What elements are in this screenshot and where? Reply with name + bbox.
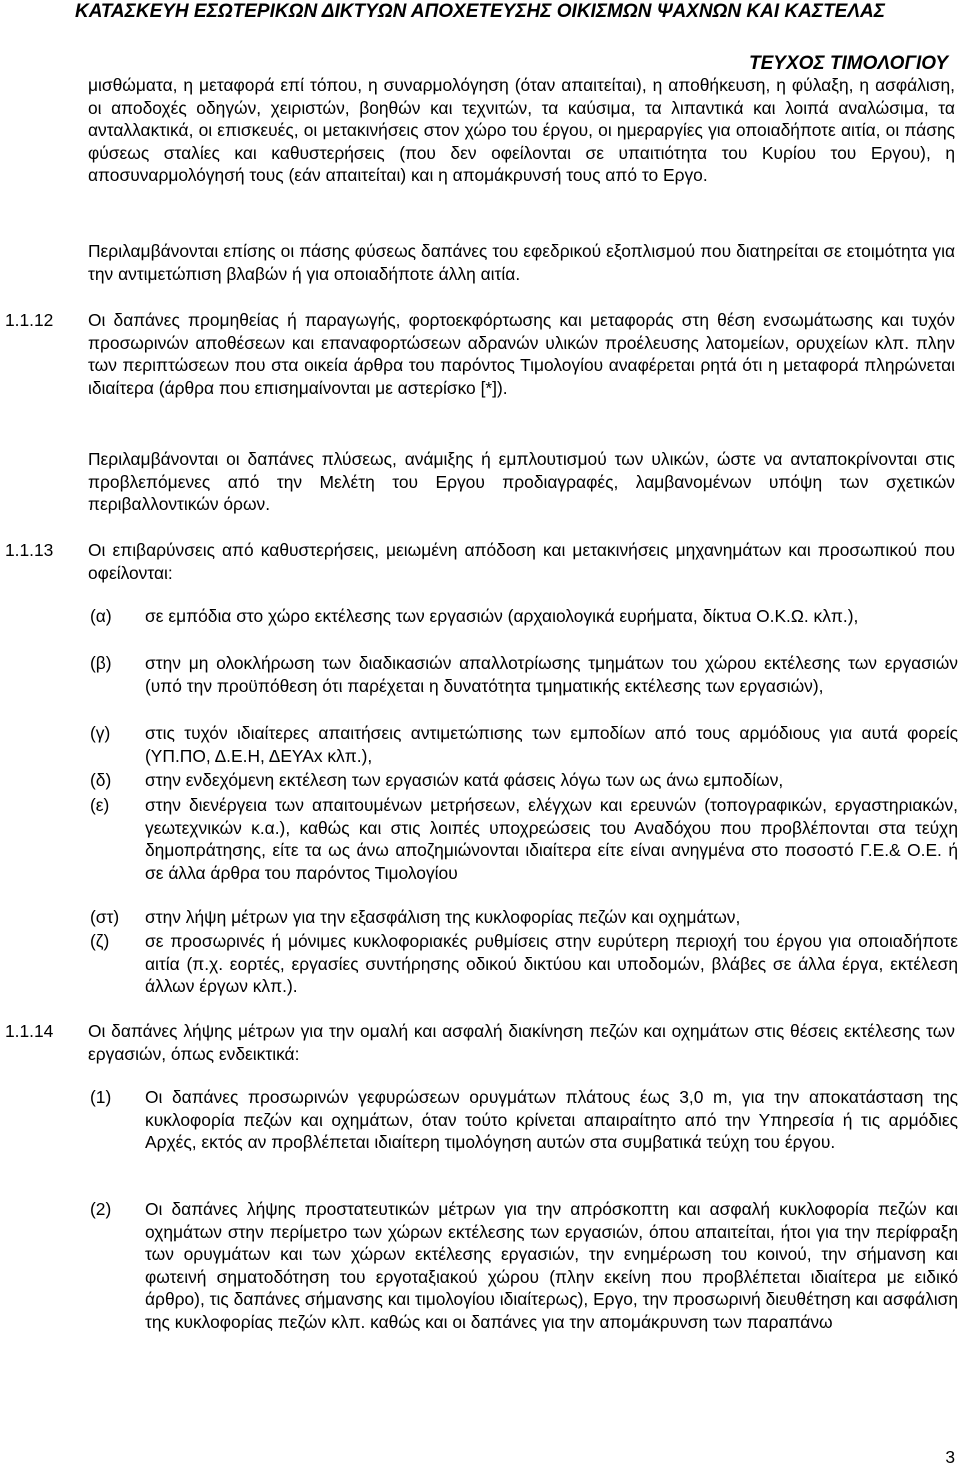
list-item-text: Οι δαπάνες προσωρινών γεφυρώσεων ορυγμάτων πλάτους έως 3,0 m, για την αποκατάσταση της κυκλοφορία πεζών και οχημάτων, όταν τούτο κρίνεται απαιραίτητο από την Υπηρεσία ή τις αρμόδιες Αρχές, εκτός αν προβλέπεται ιδιαίτερη τιμολόγηση αυτών στα συμβατικά τεύχη του έργου. — [145, 1087, 958, 1153]
list-item-label: (δ) — [90, 770, 112, 790]
list-item-text: στην μη ολοκλήρωση των διαδικασιών απαλλοτρίωσης τμημάτων του χώρου εκτέλεσης των εργασιών (υπό την προϋπόθεση ότι παρέχεται η δυνατότητα τμηματικής εκτέλεσης των εργασιών), — [145, 653, 958, 696]
list-item-text: στην ενδεχόμενη εκτέλεση των εργασιών κατά φάσεις λόγω των ως άνω εμποδίων, — [145, 770, 784, 790]
reserve-equipment-paragraph: Περιλαμβάνονται επίσης οι πάσης φύσεως δαπάνες του εφεδρικού εξοπλισμού που διατηρείται σε ετοιμότητα για την αντιμετώπιση βλαβών ή για οποιαδήποτε άλλη αιτία. — [88, 241, 955, 284]
intro-paragraph: μισθώματα, η μεταφορά επί τόπου, η συναρμολόγηση (όταν απαιτείται), η αποθήκευση, η φύλαξη, η ασφάλιση, οι αποδοχές οδηγών, χειριστών, βοηθών και τεχνιτών, τα καύσιμα, τα λιπαντικά και λοιπά αναλώσιμα, τα ανταλλακτικά, οι επισκευές, οι μετακινήσεις στον χώρο του έργου, οι ημεραργίες για οποιαδήποτε αιτία, οι πάσης φύσεως σταλίες και καθυστερήσεις (που δεν οφείλονται σε υπαιτιότητα του Κυρίου του Εργου), η αποσυναρμολόγησή τους (εάν απαιτείται) και η απομάκρυνσή τους από το Εργο. — [88, 75, 955, 186]
list-item-label: (2) — [90, 1199, 112, 1219]
list-item-text: στην διενέργεια των απαιτουμένων μετρήσεων, ελέγχων και ερευνών (τοπογραφικών, εργαστηριακών, γεωτεχνικών κ.α.), καθώς και στις λοιπές υποχρεώσεις του Αναδόχου που προβλέπονται στα τεύχη δημοπράτησης, είτε τα ως άνω αποζημιώνονται ιδιαίτερα είτε είναι ανηγμένα στο ποσοστό Γ.Ε.& Ο.Ε. ή σε άλλα άρθρα του παρόντος Τιμολογίου — [145, 795, 958, 883]
page-number: 3 — [945, 1447, 955, 1467]
list-item-label: (ε) — [90, 795, 110, 815]
section-text: Οι δαπάνες λήψης μέτρων για την ομαλή και ασφαλή διακίνηση πεζών και οχημάτων στις θέσεις εκτέλεσης των εργασιών, όπως ενδεικτικά: — [88, 1021, 955, 1064]
section-text: Οι δαπάνες προμηθείας ή παραγωγής, φορτοεκφόρτωσης και μεταφοράς στη θέση ενσωμάτωσης και τυχόν προσωρινών αποθέσεων και επαναφορτώσεων αδρανών υλικών προέλευσης λατομείων, ορυχείων κλπ. πλην των περιπτώσεων που στα οικεία άρθρα του παρόντος Τιμολογίου αναφέρεται ρητά ότι η μεταφορά πληρώνεται ιδιαίτερα (άρθρα που επισημαίνονται με αστερίσκο [*]). — [88, 310, 955, 398]
list-item-text: στις τυχόν ιδιαίτερες απαιτήσεις αντιμετώπισης των εμποδίων από τους αρμόδιους για αυτά φορείς (ΥΠ.ΠΟ, Δ.Ε.Η, ΔΕΥΑx κλπ.), — [145, 723, 958, 766]
list-item-text: στην λήψη μέτρων για την εξασφάλιση της κυκλοφορίας πεζών και οχημάτων, — [145, 907, 741, 927]
section-extra-paragraph: Περιλαμβάνονται οι δαπάνες πλύσεως, ανάμιξης ή εμπλουτισμού των υλικών, ώστε να ανταποκρίνονται στις προβλεπόμενες από την Μελέτη του Εργου προδιαγραφές, λαμβανομένων υπόψη των σχετικών περιβαλλοντικών όρων. — [88, 449, 955, 515]
section-number: 1.1.12 — [5, 310, 54, 330]
list-item-label: (ζ) — [90, 931, 110, 951]
list-item-label: (γ) — [90, 723, 111, 743]
list-item-label: (α) — [90, 606, 112, 626]
section-number: 1.1.13 — [5, 540, 54, 560]
list-item-text: σε εμπόδια στο χώρο εκτέλεσης των εργασιών (αρχαιολογικά ευρήματα, δίκτυα Ο.Κ.Ω. κλπ.), — [145, 606, 859, 626]
section-text: Οι επιβαρύνσεις από καθυστερήσεις, μειωμένη απόδοση και μετακινήσεις μηχανημάτων και προσωπικού που οφείλονται: — [88, 540, 955, 583]
section-number: 1.1.14 — [5, 1021, 54, 1041]
list-item-text: σε προσωρινές ή μόνιμες κυκλοφοριακές ρυθμίσεις στην ευρύτερη περιοχή του έργου για οποιαδήποτε αιτία (π.χ. εορτές, εργασίες συντήρησης οδικού δικτύου και υποδομών, βλάβες σε άλλα έργα, εκτέλεση άλλων έργων κλπ.). — [145, 931, 958, 997]
list-item-label: (β) — [90, 653, 112, 673]
document-header-subtitle: ΤΕΥΧΟΣ ΤΙΜΟΛΟΓΙΟΥ — [749, 53, 948, 74]
list-item-label: (στ) — [90, 907, 120, 927]
document-header-title: ΚΑΤΑΣΚΕΥΗ ΕΣΩΤΕΡΙΚΩΝ ΔΙΚΤΥΩΝ ΑΠΟΧΕΤΕΥΣΗΣ ΟΙΚΙΣΜΩΝ ΨΑΧΝΩΝ ΚΑΙ ΚΑΣΤΕΛΑΣ — [75, 1, 885, 22]
list-item-text: Οι δαπάνες λήψης προστατευτικών μέτρων για την απρόσκοπτη και ασφαλή κυκλοφορία πεζών και οχημάτων στην περίμετρο των χώρων εκτέλεσης των εργασιών, όπου απαιτείται, ήτοι για την περίφραξη των ορυγμάτων και των χώρων εκτέλεσης εργασιών, την ενημέρωση του κοινού, την σήμανση και φωτεινή σηματοδότηση του εργοταξιακού χώρου (πλην εκείνη που προβλέπεται ιδιαίτερα με ειδικό άρθρο), τις δαπάνες σήμανσης και τιμολογίου ιδιαίτερως), Εργο, την προσωρινή διευθέτηση και ασφάλιση της κυκλοφορίας πεζών κλπ. καθώς και οι δαπάνες για την απομάκρυνση των παραπάνω — [145, 1199, 958, 1332]
list-item-label: (1) — [90, 1087, 112, 1107]
